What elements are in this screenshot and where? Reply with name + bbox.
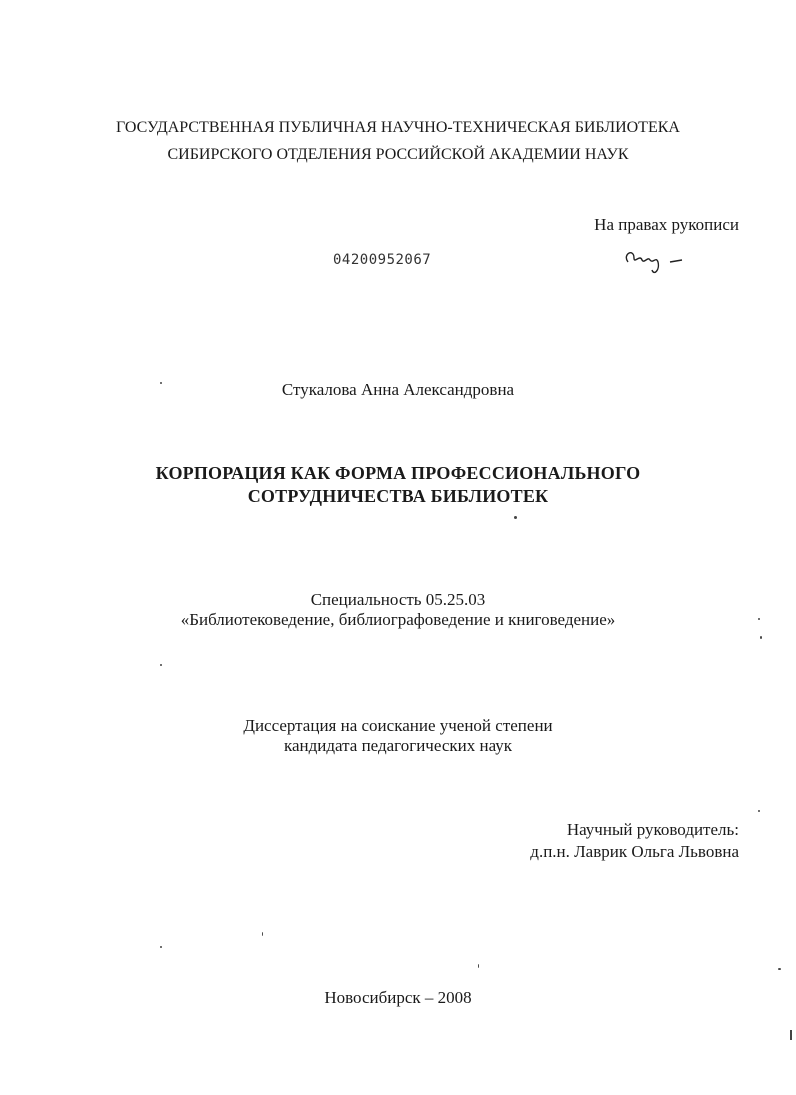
supervisor-label: Научный руководитель:	[566, 820, 739, 839]
specialty-name: «Библиотековедение, библиографоведение и книговедение»	[180, 610, 616, 629]
signature-icon	[620, 240, 700, 280]
manuscript-note: На правах рукописи	[594, 215, 739, 234]
catalog-number: 04200952067	[333, 252, 432, 268]
scan-speck	[778, 968, 781, 970]
specialty-code: Специальность 05.25.03	[310, 590, 486, 609]
scan-speck	[160, 946, 162, 948]
degree-line-2: кандидата педагогических наук	[283, 736, 513, 755]
dissertation-title-line-1: КОРПОРАЦИЯ КАК ФОРМА ПРОФЕССИОНАЛЬНОГО	[155, 463, 641, 483]
degree-line-1: Диссертация на соискание ученой степени	[243, 716, 553, 735]
scan-speck	[514, 516, 517, 519]
scan-speck	[760, 636, 762, 639]
city-year: Новосибирск – 2008	[324, 988, 472, 1007]
scan-speck	[790, 1030, 792, 1040]
scan-speck	[758, 810, 760, 812]
dissertation-title-line-2: СОТРУДНИЧЕСТВА БИБЛИОТЕК	[247, 486, 549, 506]
author-name: Стукалова Анна Александровна	[281, 380, 515, 399]
scan-speck	[262, 932, 263, 936]
institution-name-line-2: СИБИРСКОГО ОТДЕЛЕНИЯ РОССИЙСКОЙ АКАДЕМИИ НАУК	[167, 146, 629, 163]
scan-speck	[160, 382, 162, 384]
scan-speck	[160, 664, 162, 666]
scan-speck	[478, 964, 479, 968]
institution-name-line-1: ГОСУДАРСТВЕННАЯ ПУБЛИЧНАЯ НАУЧНО-ТЕХНИЧЕСКАЯ БИБЛИОТЕКА	[116, 119, 680, 136]
scan-speck	[758, 618, 760, 620]
supervisor-name: д.п.н. Лаврик Ольга Львовна	[530, 842, 739, 861]
